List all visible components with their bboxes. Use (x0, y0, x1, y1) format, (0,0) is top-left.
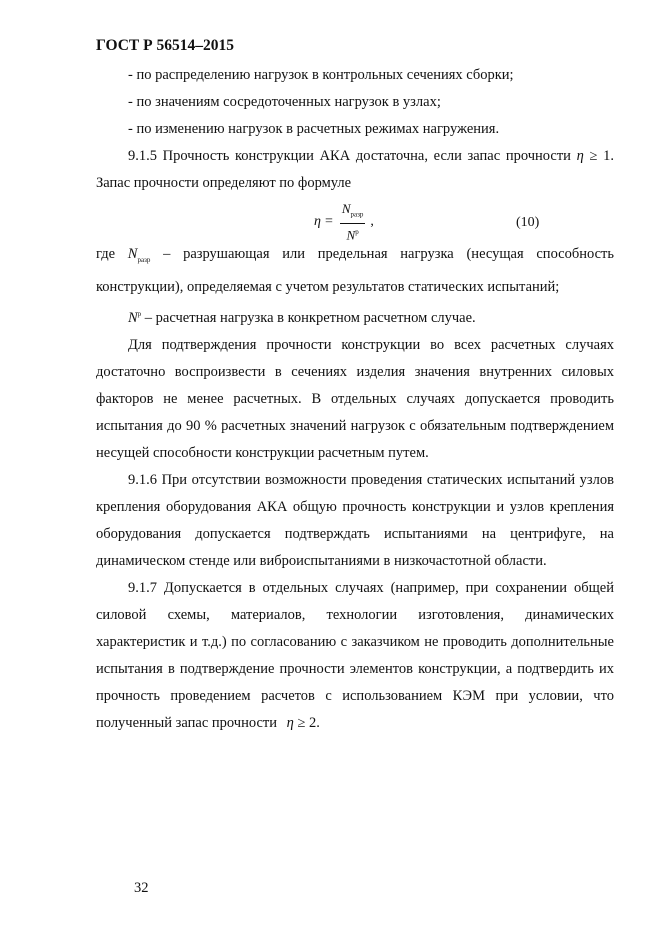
var-n-p-definition: – расчетная нагрузка в конкретном расчетном случае. (144, 309, 476, 326)
list-item: - по изменению нагрузок в расчетных режимах нагружения. (128, 121, 500, 137)
eta-symbol: η (286, 714, 294, 731)
list-item: - по распределению нагрузок в контрольных сечениях сборки; (128, 67, 514, 83)
eta-symbol: η (576, 148, 584, 164)
definition-n-p (96, 301, 614, 332)
section-9-1-5-text: 9.1.5 Прочность конструкции АКА достаточна, если запас прочности (128, 148, 571, 164)
where-word: где (96, 246, 116, 262)
formula-fraction (340, 201, 366, 243)
document-header (96, 36, 234, 56)
page-number: 32 (134, 880, 149, 896)
section-9-1-7 (96, 575, 614, 737)
formula-comma: , (370, 214, 374, 230)
section-9-1-5 (96, 143, 614, 197)
section-9-1-6: 9.1.6 При отсутствии возможности проведения статических испытаний узлов крепления оборудования АКА общую прочность конструкции и узлов крепления оборудования допускается подтверждать испытаниями на центрифуге, на динамическом стенде или виброиспытаниями в низкочастотной области. (96, 471, 614, 569)
formula-equals: = (324, 214, 333, 230)
section-9-1-5-text-after: ≥ 1. Запас прочности определяют по формуле (96, 148, 615, 191)
definition-n-razr (96, 241, 614, 301)
section-9-1-7-text: 9.1.7 Допускается в отдельных случаях (например, при сохранении общей силовой схемы, материалов, технологии изготовления, динамических характеристик и т.д.) по согласованию с заказчиком не проводить дополнительные испытания в подтверждение прочности элементов конструкции, а подтвердить их прочность проведением расчетов с использованием КЭМ при условии, что полученный запас прочности (96, 579, 614, 731)
standard-designation: ГОСТ Р 56514–2015 (96, 37, 234, 54)
var-n-p: $N^р$ (128, 309, 142, 326)
section-9-1-7-tail: ≥ 2. (297, 714, 320, 731)
paragraph-confirmation: Для подтверждения прочности конструкции во всех расчетных случаях достаточно воспроизвести в сечениях изделия значения внутренних силовых факторов не менее расчетных. В отдельных случаях допускается проводить испытания до 90 % расчетных значений нагрузок с обязательным подтверждением несущей способности конструкции расчетным путем. (96, 336, 614, 461)
formula-numerator: $N_{разр}$ (340, 201, 366, 224)
formula (314, 201, 374, 243)
formula-denominator: $N^р$ (346, 226, 359, 242)
var-n-razr-definition: – разрушающая или предельная нагрузка (несущая способность конструкции), определяемая с учетом результатов статических испытаний; (96, 246, 615, 295)
list-item: - по значениям сосредоточенных нагрузок в узлах; (128, 94, 441, 110)
formula-number: (10) (516, 215, 540, 230)
var-n-razr: $N_{разр}$ (127, 246, 151, 264)
formula-row (96, 197, 614, 241)
formula-lhs: η (314, 214, 321, 230)
document-body (96, 62, 614, 737)
